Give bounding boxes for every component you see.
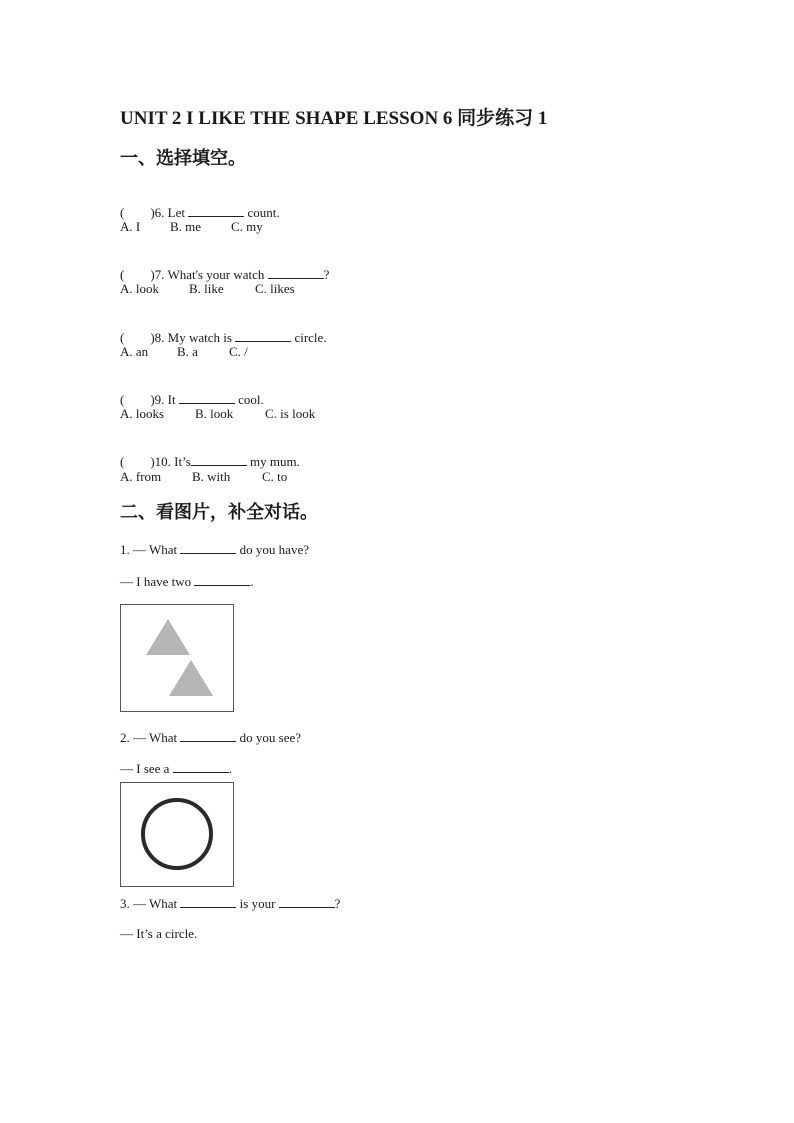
answer-blank[interactable]: [279, 895, 335, 908]
question-9: [120, 375, 264, 408]
dialogue-1-answer: [120, 573, 254, 590]
dialogue-text: — I have two: [120, 574, 192, 589]
triangle-top: [146, 619, 190, 655]
answer-blank[interactable]: [188, 204, 244, 217]
circle-picture: [120, 782, 234, 887]
answer-paren[interactable]: (: [120, 392, 151, 407]
option-c: C. to: [262, 469, 288, 484]
answer-blank[interactable]: [180, 895, 236, 908]
dialogue-text-end: do you have?: [239, 542, 309, 557]
options-10: [120, 469, 287, 485]
option-c: C. my: [231, 219, 263, 234]
option-b: B. a: [177, 344, 198, 359]
dialogue-text-end: .: [250, 574, 254, 589]
question-8: [120, 313, 327, 346]
option-b: B. like: [189, 281, 224, 296]
section-2-heading: 二、看图片，补全对话。: [120, 502, 318, 523]
question-10: [120, 437, 300, 470]
options-7: [120, 281, 295, 297]
question-text-end: circle.: [294, 330, 327, 345]
answer-blank[interactable]: [268, 266, 324, 279]
question-text-end: ?: [323, 267, 330, 282]
options-9: [120, 406, 315, 422]
answer-blank[interactable]: [180, 729, 236, 742]
circle-shape: [143, 800, 211, 868]
two-triangles-picture: [120, 604, 234, 712]
dialogue-text: — I see a: [120, 761, 170, 776]
answer-blank[interactable]: [180, 541, 236, 554]
option-a: A. I: [120, 219, 141, 234]
answer-blank[interactable]: [235, 329, 291, 342]
option-a: A. from: [120, 469, 162, 484]
answer-paren[interactable]: (: [120, 454, 151, 469]
dialogue-text: 1. — What: [120, 542, 178, 557]
answer-paren[interactable]: (: [120, 267, 151, 282]
question-6: [120, 188, 280, 221]
question-7: [120, 250, 329, 283]
question-text: )7. What's your watch: [150, 267, 265, 282]
dialogue-2-question: [120, 729, 301, 746]
answer-paren[interactable]: (: [120, 330, 151, 345]
option-a: A. look: [120, 281, 159, 296]
triangle-bottom: [169, 660, 213, 696]
question-text-end: my mum.: [250, 454, 300, 469]
answer-paren[interactable]: (: [120, 205, 151, 220]
dialogue-2-answer: [120, 760, 232, 777]
options-8: [120, 344, 248, 360]
question-text-end: count.: [247, 205, 280, 220]
question-text: )8. My watch is: [150, 330, 232, 345]
dialogue-text: 2. — What: [120, 730, 178, 745]
dialogue-text-end: ?: [334, 896, 341, 911]
triangles-svg: [121, 605, 233, 711]
page-title: UNIT 2 I LIKE THE SHAPE LESSON 6 同步练习 1: [120, 108, 548, 129]
dialogue-3-question: [120, 895, 340, 912]
section-1-heading: 一、选择填空。: [120, 148, 246, 169]
answer-blank[interactable]: [179, 391, 235, 404]
option-a: A. an: [120, 344, 149, 359]
dialogue-text-end: .: [228, 761, 232, 776]
option-a: A. looks: [120, 406, 165, 421]
dialogue-3-answer: — It’s a circle.: [120, 926, 198, 941]
question-text-end: cool.: [238, 392, 264, 407]
option-c: C. is look: [265, 406, 316, 421]
options-6: [120, 219, 263, 235]
dialogue-text-end: do you see?: [239, 730, 302, 745]
answer-blank[interactable]: [173, 760, 229, 773]
option-b: B. me: [170, 219, 202, 234]
question-text: )10. It’s: [150, 454, 191, 469]
option-b: B. look: [195, 406, 234, 421]
dialogue-text-mid: is your: [239, 896, 276, 911]
answer-blank[interactable]: [191, 453, 247, 466]
answer-blank[interactable]: [194, 573, 250, 586]
option-c: C. likes: [255, 281, 295, 296]
dialogue-1-question: [120, 541, 309, 558]
question-text: )6. Let: [150, 205, 185, 220]
option-c: C. /: [229, 344, 248, 359]
circle-svg: [121, 783, 233, 886]
dialogue-text: 3. — What: [120, 896, 178, 911]
question-text: )9. It: [150, 392, 176, 407]
option-b: B. with: [192, 469, 231, 484]
